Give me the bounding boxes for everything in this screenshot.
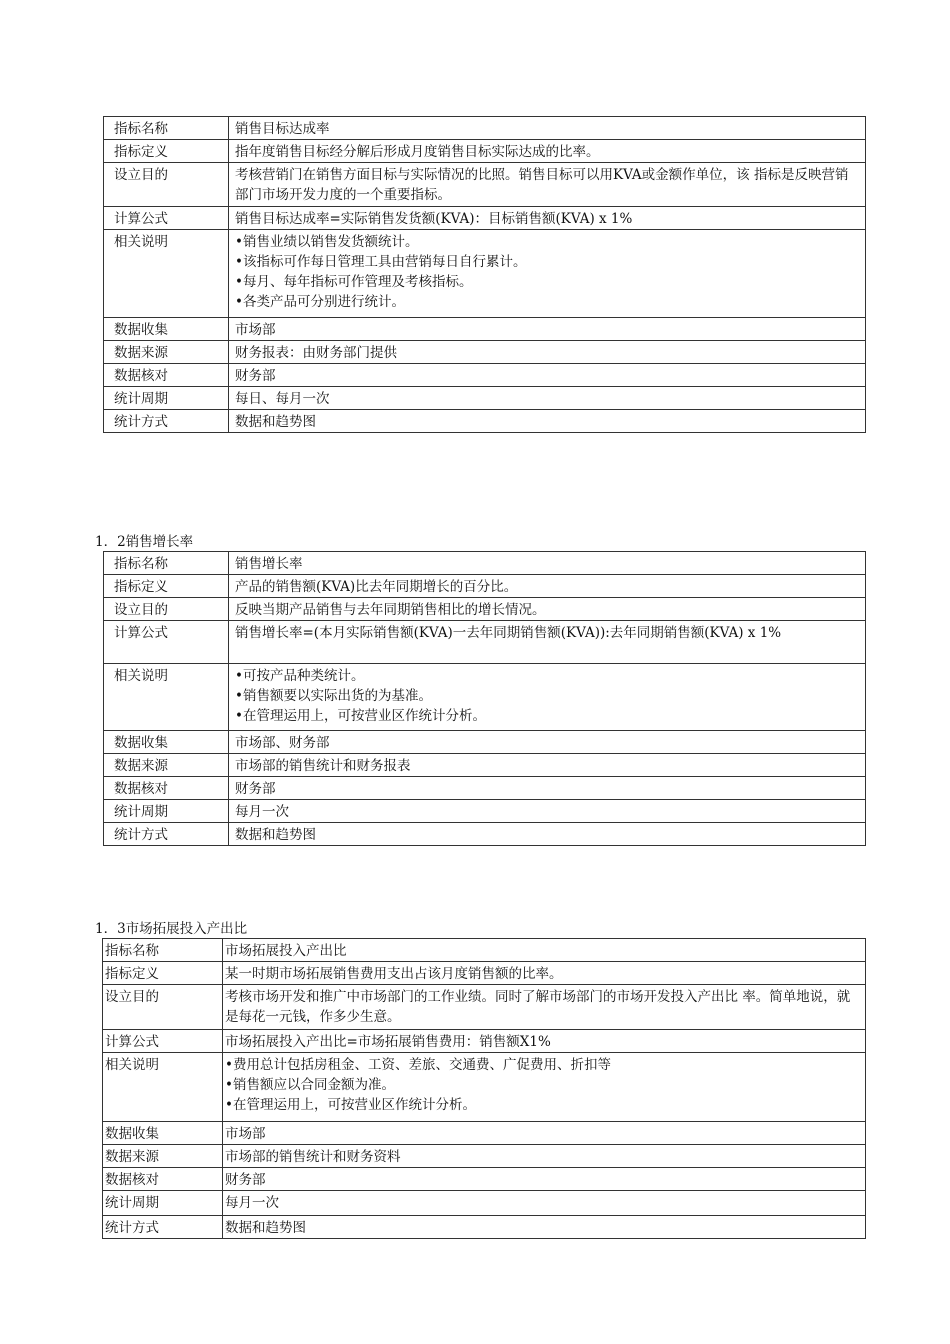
table-row — [104, 387, 866, 410]
note-item: •费用总计包括房租金、工资、差旅、交通费、广促费用、折扣等 — [225, 1057, 611, 1073]
row-label: 相关说明 — [104, 230, 229, 318]
note-item: •各类产品可分别进行统计。 — [235, 294, 405, 310]
row-value: 财务部 — [229, 364, 866, 387]
row-label: 设立目的 — [104, 598, 229, 621]
row-label: 数据核对 — [104, 777, 229, 800]
row-label: 统计方式 — [103, 1216, 223, 1239]
row-label: 指标名称 — [103, 939, 223, 962]
row-value: 市场拓展投入产出比 — [223, 939, 866, 962]
row-value: 每月一次 — [229, 800, 866, 823]
table-row — [104, 163, 866, 207]
table-row — [104, 777, 866, 800]
row-label: 设立目的 — [104, 163, 229, 207]
table-row — [104, 575, 866, 598]
table-row — [104, 800, 866, 823]
note-item: •在管理运用上，可按营业区作统计分析。 — [225, 1097, 476, 1113]
note-item: •每月、每年指标可作管理及考核指标。 — [235, 274, 473, 290]
row-value: 销售目标达成率=实际销售发货额(KVA)：目标销售额(KVA) x 1% — [229, 207, 866, 230]
kpi-table-market-expansion-roi — [102, 938, 866, 1239]
table-row — [104, 364, 866, 387]
row-value: 指年度销售目标经分解后形成月度销售目标实际达成的比率。 — [229, 140, 866, 163]
table-row — [103, 985, 866, 1030]
table-row — [103, 1030, 866, 1053]
row-value: 每月一次 — [223, 1191, 866, 1216]
row-label: 数据核对 — [103, 1168, 223, 1191]
row-label: 指标定义 — [103, 962, 223, 985]
row-value: 产品的销售额(KVA)比去年同期增长的百分比。 — [229, 575, 866, 598]
row-value: 销售目标达成率 — [229, 117, 866, 140]
row-value: 销售增长率 — [229, 552, 866, 575]
row-label: 计算公式 — [104, 621, 229, 664]
row-value: 某一时期市场拓展销售费用支出占该月度销售额的比率。 — [223, 962, 866, 985]
table-row — [104, 552, 866, 575]
note-item: •可按产品种类统计。 — [235, 668, 365, 684]
table-row — [104, 731, 866, 754]
table-row — [104, 207, 866, 230]
row-value: 考核市场开发和推广中市场部门的工作业绩。同时了解市场部门的市场开发投入产出比 率。简单地说，就是每花一元钱，作多少生意。 — [223, 985, 866, 1030]
table-row — [104, 140, 866, 163]
row-value: 财务部 — [229, 777, 866, 800]
table-row — [104, 621, 866, 664]
row-value: 市场部的销售统计和财务报表 — [229, 754, 866, 777]
note-item: •在管理运用上，可按营业区作统计分析。 — [235, 708, 486, 724]
row-value: 销售增长率=(本月实际销售额(KVA)一去年同期销售额(KVA)):去年同期销售额(KVA) x 1% — [229, 621, 866, 664]
row-label: 数据来源 — [103, 1145, 223, 1168]
row-label: 统计周期 — [103, 1191, 223, 1216]
row-label: 指标名称 — [104, 117, 229, 140]
table-row — [104, 754, 866, 777]
row-label: 数据来源 — [104, 754, 229, 777]
row-value: 数据和趋势图 — [229, 823, 866, 846]
row-value: 考核营销门在销售方面目标与实际情况的比照。销售目标可以用KVA或金额作单位，该 指标是反映营销部门市场开发力度的一个重要指标。 — [229, 163, 866, 207]
row-value — [229, 230, 866, 318]
section-title-sales-growth: 1．2销售增长率 — [95, 534, 194, 550]
row-value: 每日、每月一次 — [229, 387, 866, 410]
row-label: 计算公式 — [104, 207, 229, 230]
row-label: 统计周期 — [104, 800, 229, 823]
row-label: 相关说明 — [103, 1053, 223, 1122]
section-title-market-roi: 1．3市场拓展投入产出比 — [95, 921, 248, 937]
row-label: 数据收集 — [103, 1122, 223, 1145]
row-value: 反映当期产品销售与去年同期销售相比的增长情况。 — [229, 598, 866, 621]
row-value — [223, 1053, 866, 1122]
row-label: 数据收集 — [104, 731, 229, 754]
row-value: 市场部 — [223, 1122, 866, 1145]
table-row — [103, 1122, 866, 1145]
row-label: 指标名称 — [104, 552, 229, 575]
row-label: 设立目的 — [103, 985, 223, 1030]
table-row — [104, 341, 866, 364]
table-row — [103, 1216, 866, 1239]
table-row — [104, 230, 866, 318]
row-label: 数据核对 — [104, 364, 229, 387]
row-label: 相关说明 — [104, 664, 229, 731]
row-label: 指标定义 — [104, 140, 229, 163]
row-label: 数据收集 — [104, 318, 229, 341]
note-item: •销售额应以合同金额为准。 — [225, 1077, 395, 1093]
table-row — [103, 962, 866, 985]
table-row — [104, 664, 866, 731]
table-row — [103, 1191, 866, 1216]
note-item: •该指标可作每日管理工具由营销每日自行累计。 — [235, 254, 527, 270]
table-row — [104, 598, 866, 621]
table-row — [103, 1145, 866, 1168]
row-label: 计算公式 — [103, 1030, 223, 1053]
table-row — [104, 410, 866, 433]
row-value: 市场部的销售统计和财务资料 — [223, 1145, 866, 1168]
row-value: 财务部 — [223, 1168, 866, 1191]
row-label: 统计周期 — [104, 387, 229, 410]
row-value: 数据和趋势图 — [229, 410, 866, 433]
kpi-table-sales-growth — [103, 551, 866, 846]
note-item: •销售额要以实际出货的为基准。 — [235, 688, 432, 704]
table-row — [104, 318, 866, 341]
row-label: 指标定义 — [104, 575, 229, 598]
row-value: 数据和趋势图 — [223, 1216, 866, 1239]
row-value: 财务报表：由财务部门提供 — [229, 341, 866, 364]
table-row — [104, 823, 866, 846]
row-value — [229, 664, 866, 731]
row-label: 数据来源 — [104, 341, 229, 364]
table-row — [103, 1053, 866, 1122]
table-row — [103, 939, 866, 962]
row-value: 市场部 — [229, 318, 866, 341]
kpi-table-sales-target-achievement — [103, 116, 866, 433]
row-label: 统计方式 — [104, 410, 229, 433]
table-row — [103, 1168, 866, 1191]
table-row — [104, 117, 866, 140]
note-item: •销售业绩以销售发货额统计。 — [235, 234, 419, 250]
row-label: 统计方式 — [104, 823, 229, 846]
row-value: 市场部、财务部 — [229, 731, 866, 754]
row-value: 市场拓展投入产出比=市场拓展销售费用：销售额X1% — [223, 1030, 866, 1053]
